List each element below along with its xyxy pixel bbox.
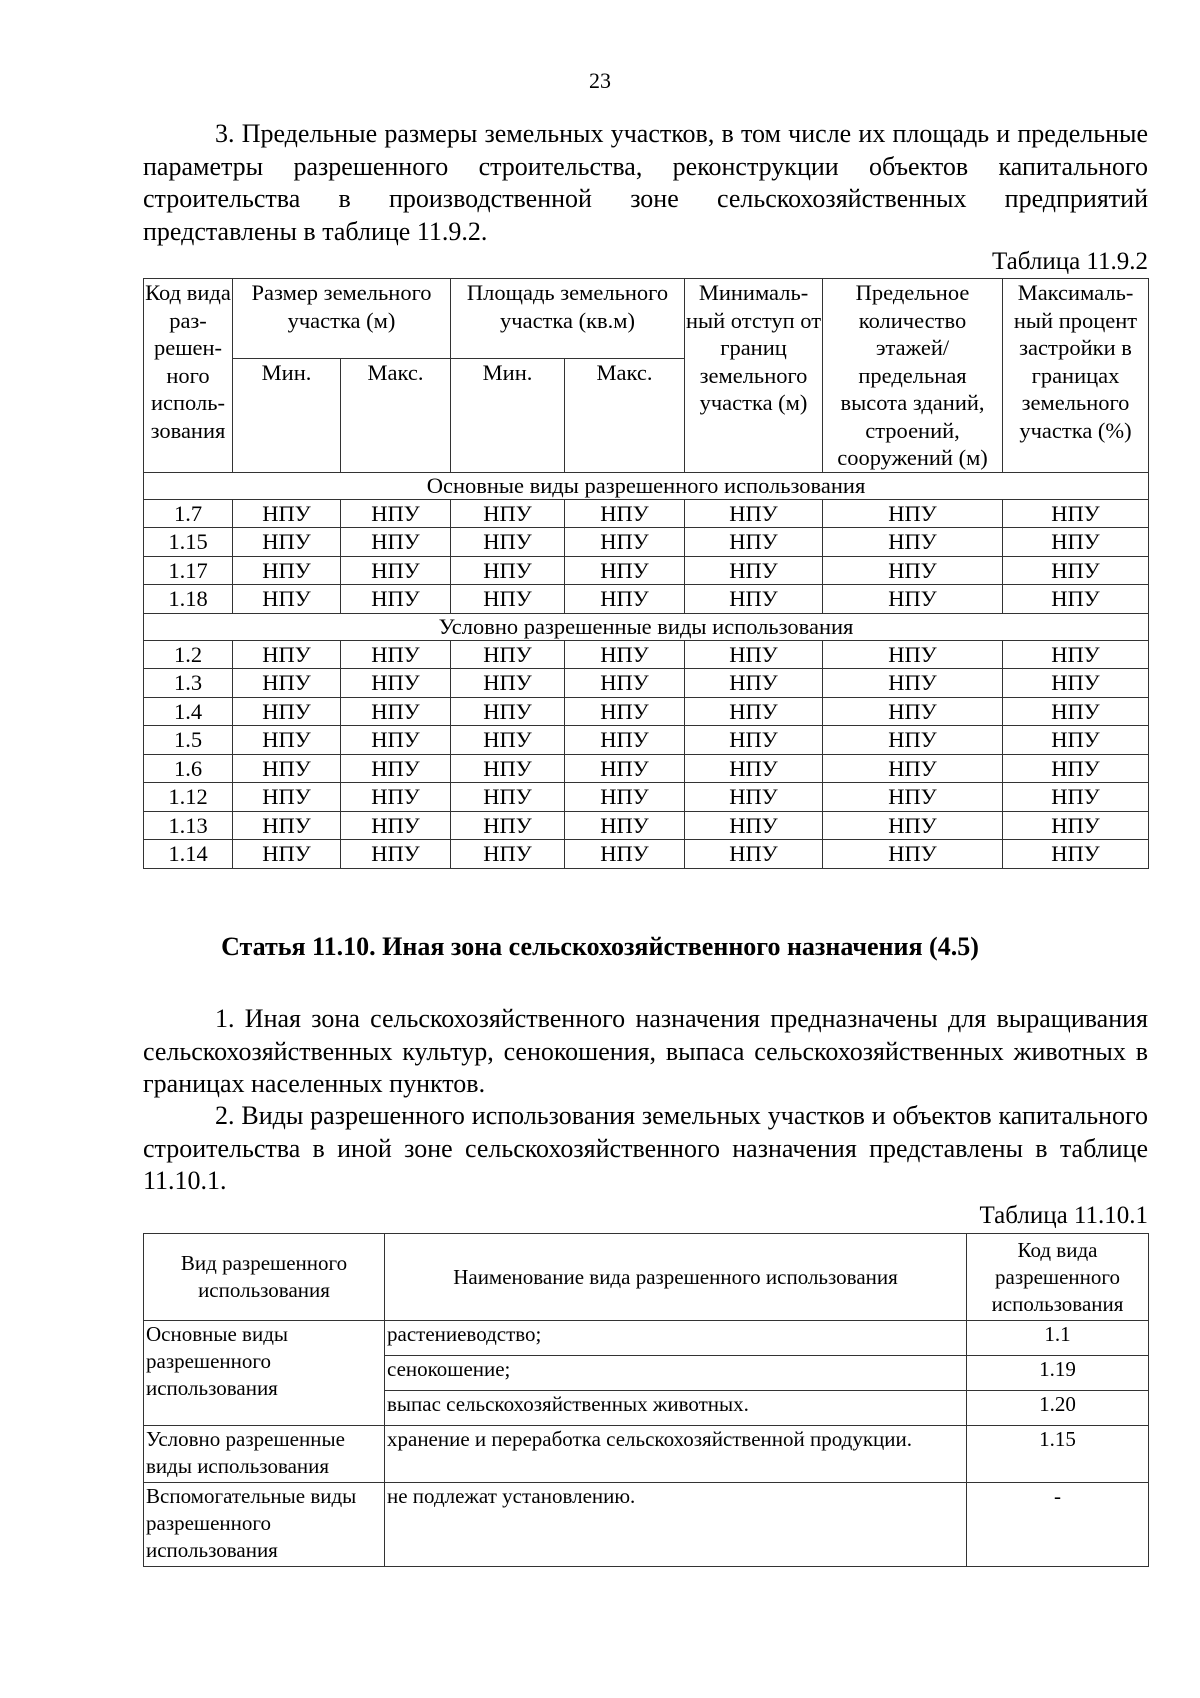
header-floors: Предельное количество этажей/ предельная высота зданий, строений, сооружений (м) xyxy=(823,279,1003,473)
conditional-code: 1.15 xyxy=(967,1426,1149,1483)
row-value: НПУ xyxy=(1003,585,1149,614)
row-value: НПУ xyxy=(565,783,685,812)
row-value: НПУ xyxy=(685,528,823,557)
header-area-min: Мин. xyxy=(451,359,565,472)
row-value: НПУ xyxy=(451,585,565,614)
row-value: НПУ xyxy=(1003,556,1149,585)
row-value: НПУ xyxy=(823,556,1003,585)
row-value: НПУ xyxy=(823,585,1003,614)
row-value: НПУ xyxy=(565,697,685,726)
row-value: НПУ xyxy=(1003,528,1149,557)
main-name: сенокошение; xyxy=(385,1356,967,1391)
row-value: НПУ xyxy=(341,585,451,614)
row-value: НПУ xyxy=(1003,726,1149,755)
row-value: НПУ xyxy=(565,754,685,783)
table-row xyxy=(144,840,1149,869)
row-value: НПУ xyxy=(341,499,451,528)
row-value: НПУ xyxy=(823,840,1003,869)
row-code: 1.3 xyxy=(144,669,233,698)
row-value: НПУ xyxy=(233,556,341,585)
row-value: НПУ xyxy=(685,840,823,869)
row-code: 1.13 xyxy=(144,811,233,840)
row-value: НПУ xyxy=(233,528,341,557)
row-value: НПУ xyxy=(451,726,565,755)
row-value: НПУ xyxy=(341,669,451,698)
row-value: НПУ xyxy=(451,499,565,528)
header-percent: Максималь-ный процент застройки в границах земельного участка (%) xyxy=(1003,279,1149,473)
table-caption-11-9-2: Таблица 11.9.2 xyxy=(992,248,1148,275)
row-value: НПУ xyxy=(233,499,341,528)
row-value: НПУ xyxy=(233,669,341,698)
row-value: НПУ xyxy=(341,840,451,869)
row-value: НПУ xyxy=(685,726,823,755)
main-kind-label: Основные виды разрешенного использования xyxy=(144,1321,385,1426)
row-value: НПУ xyxy=(823,528,1003,557)
header-code: Код вида раз-решен-ного исполь-зования xyxy=(144,279,233,473)
header-code: Код вида разрешенного использования xyxy=(967,1234,1149,1321)
row-value: НПУ xyxy=(1003,754,1149,783)
row-value: НПУ xyxy=(451,754,565,783)
main-name: выпас сельскохозяйственных животных. xyxy=(385,1391,967,1426)
row-value: НПУ xyxy=(451,811,565,840)
auxiliary-code: - xyxy=(967,1483,1149,1567)
table-row xyxy=(144,726,1149,755)
group-label: Основные виды разрешенного использования xyxy=(144,472,1149,499)
main-name: растениеводство; xyxy=(385,1321,967,1356)
row-code: 1.14 xyxy=(144,840,233,869)
row-value: НПУ xyxy=(685,556,823,585)
row-code: 1.6 xyxy=(144,754,233,783)
row-value: НПУ xyxy=(565,669,685,698)
row-value: НПУ xyxy=(823,754,1003,783)
table-caption-11-10-1: Таблица 11.10.1 xyxy=(979,1202,1148,1229)
row-value: НПУ xyxy=(451,697,565,726)
row-value: НПУ xyxy=(565,726,685,755)
group-row xyxy=(144,472,1149,499)
row-value: НПУ xyxy=(233,697,341,726)
row-value: НПУ xyxy=(565,585,685,614)
auxiliary-name: не подлежат установлению. xyxy=(385,1483,967,1567)
conditional-name: хранение и переработка сельскохозяйственной продукции. xyxy=(385,1426,967,1483)
row-code: 1.12 xyxy=(144,783,233,812)
main-code: 1.1 xyxy=(967,1321,1149,1356)
row-value: НПУ xyxy=(685,697,823,726)
table-11-10-1 xyxy=(143,1233,1149,1567)
row-value: НПУ xyxy=(233,726,341,755)
table-row xyxy=(144,528,1149,557)
row-value: НПУ xyxy=(685,585,823,614)
row-value: НПУ xyxy=(565,640,685,669)
row-value: НПУ xyxy=(685,754,823,783)
row-value: НПУ xyxy=(341,783,451,812)
row-value: НПУ xyxy=(233,585,341,614)
row-value: НПУ xyxy=(451,669,565,698)
row-value: НПУ xyxy=(233,840,341,869)
table-row xyxy=(144,783,1149,812)
row-value: НПУ xyxy=(341,726,451,755)
header-size: Размер земельного участка (м) xyxy=(233,279,451,359)
row-value: НПУ xyxy=(1003,499,1149,528)
row-value: НПУ xyxy=(685,640,823,669)
row-value: НПУ xyxy=(685,499,823,528)
row-code: 1.4 xyxy=(144,697,233,726)
row-value: НПУ xyxy=(823,726,1003,755)
row-value: НПУ xyxy=(565,528,685,557)
main-code: 1.19 xyxy=(967,1356,1149,1391)
header-name: Наименование вида разрешенного использования xyxy=(385,1234,967,1321)
row-value: НПУ xyxy=(823,640,1003,669)
table-row xyxy=(144,754,1149,783)
row-value: НПУ xyxy=(1003,697,1149,726)
row-value: НПУ xyxy=(685,783,823,812)
table-row xyxy=(144,669,1149,698)
auxiliary-kind-label: Вспомогательные виды разрешенного использования xyxy=(144,1483,385,1567)
header-size-max: Макс. xyxy=(341,359,451,472)
row-value: НПУ xyxy=(451,556,565,585)
table-row xyxy=(144,811,1149,840)
table-row xyxy=(144,585,1149,614)
row-value: НПУ xyxy=(233,640,341,669)
row-code: 1.7 xyxy=(144,499,233,528)
row-value: НПУ xyxy=(451,640,565,669)
row-value: НПУ xyxy=(823,499,1003,528)
group-label: Условно разрешенные виды использования xyxy=(144,613,1149,640)
table-11-9-2 xyxy=(143,278,1149,869)
table-row xyxy=(144,640,1149,669)
article-heading: Статья 11.10. Иная зона сельскохозяйственного назначения (4.5) xyxy=(221,932,979,961)
row-value: НПУ xyxy=(565,499,685,528)
row-value: НПУ xyxy=(1003,783,1149,812)
row-code: 1.2 xyxy=(144,640,233,669)
header-kind: Вид разрешенного использования xyxy=(144,1234,385,1321)
row-value: НПУ xyxy=(823,811,1003,840)
row-value: НПУ xyxy=(341,556,451,585)
row-value: НПУ xyxy=(1003,640,1149,669)
row-code: 1.18 xyxy=(144,585,233,614)
table-row xyxy=(144,697,1149,726)
paragraph-1: 1. Иная зона сельскохозяйственного назначения предназначены для выращивания сельскохозяйственных культур, сенокошения, выпаса сельскохозяйственных животных в границах населенных пунктов. xyxy=(143,1004,1148,1098)
main-code: 1.20 xyxy=(967,1391,1149,1426)
row-value: НПУ xyxy=(685,811,823,840)
row-value: НПУ xyxy=(451,840,565,869)
row-value: НПУ xyxy=(1003,840,1149,869)
row-value: НПУ xyxy=(1003,811,1149,840)
row-value: НПУ xyxy=(451,783,565,812)
row-value: НПУ xyxy=(341,528,451,557)
table-row xyxy=(144,499,1149,528)
row-value: НПУ xyxy=(565,811,685,840)
paragraph-2: 2. Виды разрешенного использования земельных участков и объектов капитального строительства в иной зоне сельскохозяйственного назначения представлены в таблице 11.10.1. xyxy=(143,1101,1148,1195)
row-value: НПУ xyxy=(233,754,341,783)
row-value: НПУ xyxy=(233,783,341,812)
row-value: НПУ xyxy=(451,528,565,557)
row-value: НПУ xyxy=(233,811,341,840)
row-value: НПУ xyxy=(1003,669,1149,698)
row-value: НПУ xyxy=(341,754,451,783)
group-row xyxy=(144,613,1149,640)
table-row xyxy=(144,556,1149,585)
paragraph-3: 3. Предельные размеры земельных участков, в том числе их площадь и предельные параметры разрешенного строительства, реконструкции объектов капитального строительства в производственной зоне сельскохозяйственных предприятий представлены в таблице 11.9.2. xyxy=(143,119,1148,246)
row-value: НПУ xyxy=(823,697,1003,726)
header-setback: Минималь-ный отступ от границ земельного участка (м) xyxy=(685,279,823,473)
header-area: Площадь земельного участка (кв.м) xyxy=(451,279,685,359)
row-code: 1.5 xyxy=(144,726,233,755)
header-area-max: Макс. xyxy=(565,359,685,472)
row-value: НПУ xyxy=(685,669,823,698)
row-value: НПУ xyxy=(341,697,451,726)
row-code: 1.15 xyxy=(144,528,233,557)
row-value: НПУ xyxy=(341,640,451,669)
row-value: НПУ xyxy=(823,783,1003,812)
row-value: НПУ xyxy=(565,556,685,585)
row-value: НПУ xyxy=(341,811,451,840)
page-number: 23 xyxy=(589,68,611,93)
row-value: НПУ xyxy=(565,840,685,869)
header-size-min: Мин. xyxy=(233,359,341,472)
row-code: 1.17 xyxy=(144,556,233,585)
conditional-kind-label: Условно разрешенные виды использования xyxy=(144,1426,385,1483)
row-value: НПУ xyxy=(823,669,1003,698)
